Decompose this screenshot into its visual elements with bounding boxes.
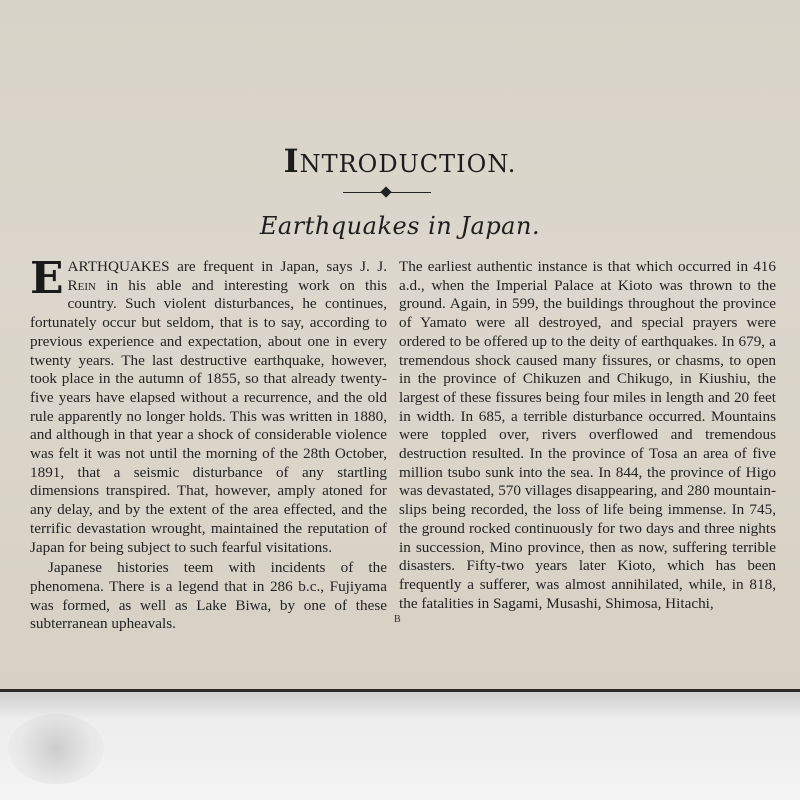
title-rest: NTRODUCTION. (299, 150, 517, 178)
left-paragraph-2: Japanese histories teem with incidents of the phenomena. There is a legend that in 286 b.c., Fujiyama was formed, as well as Lake Biwa, by one of these subterranean upheavals. (30, 559, 387, 633)
right-paragraph-1: The earliest authentic instance is that which occurred in 416 a.d., when the Imperial Palace at Kioto was thrown to the ground. Again, in 599, the buildings throughout the province of Yamato were all destroyed, and special prayers were ordered to be offered up to the deity of earthquakes. In 679, a tremendous shock caused many fissures, or chasms, to open in the province of Chikuzen and Chikugo, in Kiushiu, the largest of these fissures being four miles in length and 20 feet in width. In 685, a terrible disturbance occurred. Mountains were toppled over, rivers overflowed and tremendous destruction resulted. In the province of Tosa an area of five million tsubo sunk into the sea. In 844, the province of Higo was devastated, 570 villages disappearing, and 280 mountain-slips being recorded, the loss of life being immense. In 745, the ground rocked continuously for two days and three nights in succession, Mino province, then as now, suffering terrible disasters. Fifty-two years later Kioto, which has been frequently a sufferer, was almost annihilated, while, in 818, the fatalities in Sagami, Musashi, Shimosa, Hitachi, (399, 258, 776, 612)
chapter-subtitle: Earthquakes in Japan. (259, 212, 541, 240)
signature-mark: B (394, 614, 401, 625)
ornament-diamond-icon (380, 186, 391, 197)
title-initial: I (283, 142, 300, 180)
drop-cap: E (30, 253, 64, 304)
ornament-divider (343, 188, 431, 198)
page-title (0, 142, 800, 180)
left-para1-start: ARTHQUAKES are frequent in Japan, says J. J. (67, 258, 387, 275)
background-surface (0, 692, 800, 800)
right-column (399, 258, 776, 613)
stamp-icon (8, 714, 104, 784)
left-paragraph-1 (30, 253, 387, 557)
author-name: Rein (67, 276, 97, 294)
left-para1-rest: in his able and interesting work on this country. Such violent disturbances, he continues, fortunately occur but seldom, that is to say, according to previous experience and expectation, about one in every twenty years. The last destructive earthquake, however, took place in the autumn of 1855, so that already twenty-five years have elapsed without a recurrence, and the old rule apparently no longer holds. This was written in 1880, and although in that year a shock of considerable violence was felt it was not until the morning of the 28th October, 1891, that a seismic disturbance of any startling dimensions transpired. That, however, amply atoned for any delay, and by the extent of the area effected, and the terrific devastation wrought, maintained the reputation of Japan for being subject to such fearful visitations. (30, 276, 387, 556)
left-column (30, 253, 387, 634)
